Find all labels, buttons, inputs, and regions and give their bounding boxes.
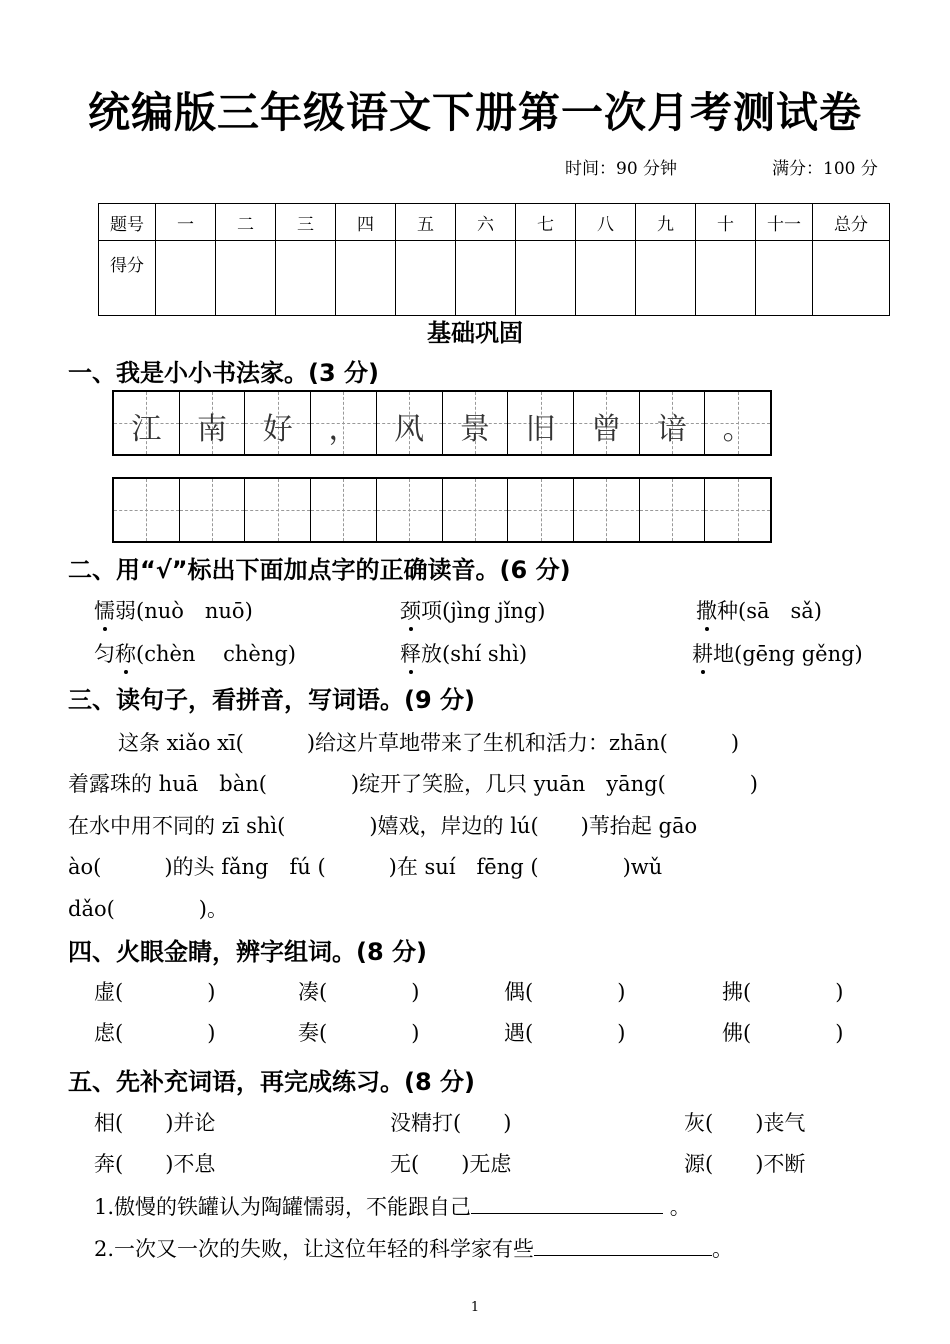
q2-heading: 二、用“√”标出下面加点字的正确读音。(6 分) xyxy=(68,556,571,584)
q2-item[interactable] xyxy=(692,638,863,668)
q5-idiom[interactable]: 相( )并论 xyxy=(94,1111,216,1135)
score-header: 三 xyxy=(276,204,336,241)
q4-item[interactable]: 虚( ) xyxy=(94,980,216,1004)
q2-item[interactable] xyxy=(94,595,253,625)
model-char: 谙 xyxy=(656,412,687,447)
q4-item[interactable]: 凑( ) xyxy=(298,980,420,1004)
q3-heading: 三、读句子，看拼音，写词语。(9 分) xyxy=(68,686,475,714)
answer-cell[interactable] xyxy=(114,479,180,541)
answer-cell[interactable] xyxy=(443,479,509,541)
q5-idiom[interactable]: 无( )无虑 xyxy=(390,1152,512,1176)
answer-cell[interactable] xyxy=(180,479,246,541)
score-cell[interactable] xyxy=(276,241,336,316)
score-cell[interactable] xyxy=(396,241,456,316)
grid-cell xyxy=(180,392,246,454)
sentence-text: 2.一次又一次的失败，让这位年轻的科学家有些 xyxy=(94,1237,535,1261)
q4-item[interactable]: 奏( ) xyxy=(298,1021,420,1045)
sentence-end: 。 xyxy=(712,1237,734,1261)
grid-cell xyxy=(574,392,640,454)
q3-line[interactable]: dǎo( )。 xyxy=(68,897,228,921)
q3-line[interactable]: 着露珠的 huā bàn( )绽开了笑脸，几只 yuān yāng( ) xyxy=(68,772,758,796)
model-char: 江 xyxy=(131,412,162,447)
part-title: 基础巩固 xyxy=(427,319,523,347)
plain-char: 匀 xyxy=(94,642,115,666)
q5-sentence-1 xyxy=(94,1191,691,1221)
q4-item[interactable]: 拂( ) xyxy=(722,980,844,1004)
answer-blank[interactable] xyxy=(534,1235,712,1256)
copy-grid-model xyxy=(112,390,772,456)
dotted-char: 称 xyxy=(115,638,136,668)
score-header: 二 xyxy=(216,204,276,241)
dotted-char: 撒 xyxy=(696,595,717,625)
q2-item[interactable] xyxy=(94,638,296,668)
q2-item[interactable] xyxy=(696,595,822,625)
full-score: 满分：100 分 xyxy=(772,159,878,179)
dotted-char: 耕 xyxy=(692,638,713,668)
score-cell[interactable] xyxy=(696,241,756,316)
pinyin-options: 弱(nuò nuō) xyxy=(115,599,253,623)
q2-item[interactable] xyxy=(400,595,545,625)
score-table-score-row xyxy=(99,241,890,316)
pinyin-options: 项(jìng jǐng) xyxy=(421,599,546,623)
dotted-char: 颈 xyxy=(400,595,421,625)
grid-cell xyxy=(640,392,706,454)
score-header: 四 xyxy=(336,204,396,241)
q5-idiom[interactable]: 源( )不断 xyxy=(684,1152,806,1176)
q2-item[interactable] xyxy=(400,638,527,668)
model-char: ， xyxy=(328,412,359,447)
score-header: 题号 xyxy=(99,204,156,241)
model-char: 南 xyxy=(197,412,228,447)
q4-item[interactable]: 佛( ) xyxy=(722,1021,844,1045)
model-char: 旧 xyxy=(525,412,556,447)
score-cell[interactable] xyxy=(813,241,890,316)
q5-sentence-2 xyxy=(94,1233,733,1263)
score-header: 八 xyxy=(576,204,636,241)
pinyin-options: 地(gēng gěng) xyxy=(713,642,863,666)
score-cell[interactable] xyxy=(576,241,636,316)
score-cell[interactable] xyxy=(636,241,696,316)
answer-cell[interactable] xyxy=(508,479,574,541)
q4-item[interactable]: 遇( ) xyxy=(504,1021,626,1045)
pinyin-options: 放(shí shì) xyxy=(421,642,528,666)
model-char: 景 xyxy=(459,412,490,447)
pinyin-options: 种(sā sǎ) xyxy=(717,599,822,623)
model-char: 好 xyxy=(262,412,293,447)
score-header: 十 xyxy=(696,204,756,241)
answer-cell[interactable] xyxy=(245,479,311,541)
exam-time: 时间：90 分钟 xyxy=(565,159,678,179)
pinyin-options: (chèn chèng) xyxy=(136,642,296,666)
score-table xyxy=(98,203,890,316)
score-header: 六 xyxy=(456,204,516,241)
score-table-header-row xyxy=(99,204,890,241)
grid-cell xyxy=(114,392,180,454)
q5-idiom[interactable]: 奔( )不息 xyxy=(94,1152,216,1176)
page-title: 统编版三年级语文下册第一次月考测试卷 xyxy=(87,88,862,137)
q3-line[interactable]: ào( )的头 fǎng fú ( )在 suí fēng ( )wǔ xyxy=(68,855,663,879)
copy-grid-answer[interactable] xyxy=(112,477,772,543)
model-char: 。 xyxy=(722,412,753,447)
q4-item[interactable]: 偶( ) xyxy=(504,980,626,1004)
answer-cell[interactable] xyxy=(640,479,706,541)
dotted-char: 释 xyxy=(400,638,421,668)
grid-cell xyxy=(377,392,443,454)
sentence-end: 。 xyxy=(669,1195,691,1219)
answer-cell[interactable] xyxy=(311,479,377,541)
score-header: 一 xyxy=(156,204,216,241)
score-cell[interactable] xyxy=(456,241,516,316)
grid-cell xyxy=(311,392,377,454)
sentence-text: 1.傲慢的铁罐认为陶罐懦弱，不能跟自己 xyxy=(94,1195,472,1219)
answer-blank[interactable] xyxy=(471,1193,663,1214)
q4-item[interactable]: 虑( ) xyxy=(94,1021,216,1045)
q4-heading: 四、火眼金睛，辨字组词。(8 分) xyxy=(68,938,427,966)
score-row-label: 得分 xyxy=(99,241,156,316)
grid-cell xyxy=(245,392,311,454)
grid-cell xyxy=(705,392,770,454)
q5-heading: 五、先补充词语，再完成练习。(8 分) xyxy=(68,1068,475,1096)
score-cell[interactable] xyxy=(756,241,813,316)
answer-cell[interactable] xyxy=(377,479,443,541)
q5-idiom[interactable]: 没精打( ) xyxy=(390,1111,512,1135)
score-header: 七 xyxy=(516,204,576,241)
q3-line[interactable]: 这条 xiǎo xī( )给这片草地带来了生机和活力：zhān( ) xyxy=(118,731,740,755)
score-cell[interactable] xyxy=(336,241,396,316)
q5-idiom[interactable]: 灰( )丧气 xyxy=(684,1111,806,1135)
score-cell[interactable] xyxy=(516,241,576,316)
score-cell[interactable] xyxy=(216,241,276,316)
dotted-char: 懦 xyxy=(94,595,115,625)
score-cell[interactable] xyxy=(156,241,216,316)
grid-cell xyxy=(508,392,574,454)
model-char: 曾 xyxy=(591,412,622,447)
score-header: 总分 xyxy=(813,204,890,241)
q1-heading: 一、我是小小书法家。(3 分) xyxy=(68,359,379,387)
q3-line[interactable]: 在水中用不同的 zī shì( )嬉戏，岸边的 lú( )苇抬起 gāo xyxy=(68,814,698,838)
score-header: 十一 xyxy=(756,204,813,241)
grid-cell xyxy=(443,392,509,454)
score-header: 九 xyxy=(636,204,696,241)
model-char: 风 xyxy=(394,412,425,447)
answer-cell[interactable] xyxy=(705,479,770,541)
page-number: 1 xyxy=(470,1300,480,1315)
answer-cell[interactable] xyxy=(574,479,640,541)
score-header: 五 xyxy=(396,204,456,241)
